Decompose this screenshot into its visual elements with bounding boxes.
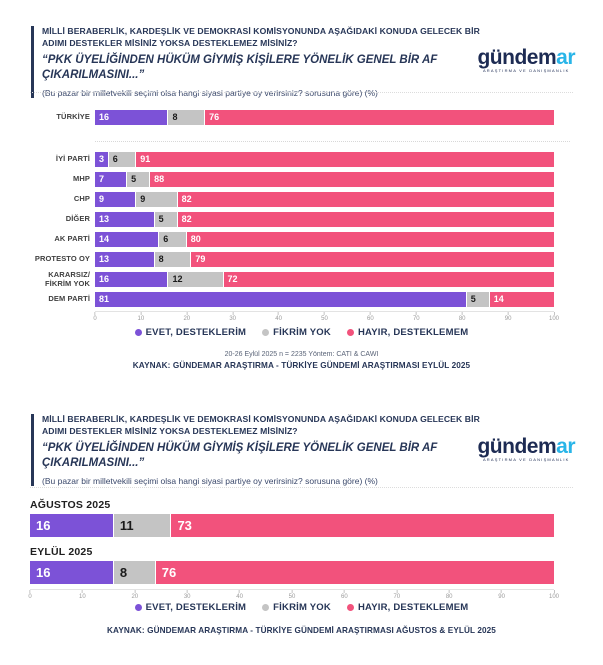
legend-label: FİKRİM YOK	[273, 602, 331, 613]
legend	[0, 602, 603, 613]
tick-label: 80	[458, 316, 466, 322]
bar-rows	[30, 499, 554, 593]
bar-segment-yes	[95, 232, 159, 247]
value-label: 82	[181, 214, 192, 224]
legend	[0, 327, 603, 338]
bar-segment-yes	[95, 110, 168, 125]
value-label: 8	[172, 112, 178, 122]
tick-mark	[553, 590, 554, 593]
chart-subtitle: “PKK ÜYELİĞİNDEN HÜKÜM GİYMİŞ KİŞİLERE YÖNELİK GENEL BİR AF ÇIKARILMASINI...”	[42, 54, 438, 81]
category-label: PROTESTO OY	[34, 254, 90, 264]
gundemar-logo	[477, 436, 575, 462]
bar-segment-yes	[95, 272, 168, 287]
legend-dot-icon	[135, 329, 142, 336]
tick-label: 60	[367, 316, 374, 322]
logo-tagline: ARAŞTIRMA VE DANIŞMANLIK	[482, 457, 570, 462]
tick-label: 80	[445, 594, 453, 600]
stacked-bar	[95, 192, 554, 207]
bar-segment-no	[187, 232, 554, 247]
tick-mark	[239, 590, 240, 593]
tick-label: 90	[504, 316, 512, 322]
bar-segment-yes	[30, 514, 114, 537]
value-label: 16	[36, 565, 51, 580]
tick-label: 60	[341, 594, 348, 600]
bar-segment-no	[191, 252, 554, 267]
tick-label: 100	[548, 594, 560, 600]
tick-mark	[416, 312, 417, 315]
axis-tick	[549, 590, 559, 600]
value-label: 8	[158, 254, 164, 264]
stacked-bar	[95, 172, 554, 187]
tick-label: 10	[137, 316, 145, 322]
bar-segment-neutral	[159, 232, 187, 247]
axis-tick	[28, 590, 31, 600]
value-label: 5	[470, 294, 476, 304]
stacked-bar	[95, 292, 554, 307]
bar-segment-neutral	[155, 252, 192, 267]
tick-mark	[232, 312, 233, 315]
header-divider	[30, 92, 573, 93]
value-label: 73	[177, 518, 192, 533]
logo-wordmark	[477, 436, 575, 457]
tick-mark	[324, 312, 325, 315]
category-label: KARARSIZ/ FİKRİM YOK	[44, 269, 90, 288]
tick-mark	[186, 312, 187, 315]
bar-segment-yes	[95, 252, 155, 267]
tick-label: 0	[93, 316, 97, 322]
logo-accent: ar	[556, 46, 575, 69]
bar-segment-neutral	[155, 212, 178, 227]
source-line: KAYNAK: GÜNDEMAR ARAŞTIRMA - TÜRKİYE GÜNDEMİ ARAŞTIRMASI AĞUSTOS & EYLÜL 2025	[107, 626, 496, 635]
row-separator	[30, 130, 554, 152]
tick-label: 10	[79, 594, 86, 600]
axis-tick	[236, 590, 243, 600]
bar-segment-neutral	[467, 292, 490, 307]
header-divider	[30, 487, 573, 488]
chart2-header	[31, 414, 487, 486]
axis-tick	[446, 590, 453, 600]
bar-segment-yes	[95, 212, 155, 227]
tick-label: 40	[236, 594, 243, 600]
stacked-bar	[95, 212, 554, 227]
bar-segment-no	[178, 192, 554, 207]
methodology-note: 20-26 Eylül 2025 n = 2235 Yöntem: CATI & CAWI	[224, 351, 379, 358]
value-label: 7	[99, 174, 105, 184]
value-label: 13	[99, 254, 110, 264]
chart-note: (Bu pazar bir milletvekili seçimi olsa hangi siyasi partiye oy verirsiniz? sorusuna göre) (%)	[42, 87, 378, 98]
axis-tick	[289, 590, 296, 600]
x-axis	[93, 311, 560, 324]
category-label: EYLÜL 2025	[30, 546, 93, 558]
bar-row	[30, 212, 554, 227]
value-label: 81	[99, 294, 110, 304]
legend-label: FİKRİM YOK	[273, 327, 331, 338]
value-label: 80	[190, 234, 201, 244]
tick-mark	[501, 590, 502, 593]
stacked-bar	[30, 561, 554, 584]
axis-tick	[341, 590, 348, 600]
axis-tick	[131, 590, 138, 600]
bar-segment-neutral	[168, 272, 223, 287]
bar-row	[30, 292, 554, 307]
bar-row	[30, 269, 554, 288]
stacked-bar	[30, 514, 554, 537]
tick-label: 40	[275, 316, 282, 322]
legend-item	[347, 327, 468, 338]
category-label: CHP	[73, 194, 90, 204]
value-label: 91	[140, 154, 151, 164]
bar-segment-no	[150, 172, 554, 187]
bar-segment-neutral	[109, 152, 137, 167]
axis-tick	[275, 312, 282, 322]
bar-segment-neutral	[127, 172, 150, 187]
legend-label: HAYIR, DESTEKLEMEM	[357, 602, 469, 613]
axis-tick	[229, 312, 236, 322]
legend-dot-icon	[347, 604, 354, 611]
stacked-bar	[95, 232, 554, 247]
bar-row	[30, 192, 554, 207]
tick-label: 100	[548, 316, 560, 322]
bar-segment-no	[136, 152, 554, 167]
gundemar-logo	[477, 47, 575, 73]
tick-label: 70	[393, 594, 401, 600]
value-label: 88	[154, 174, 165, 184]
tick-label: 90	[498, 594, 505, 600]
legend-item	[262, 602, 331, 613]
value-label: 3	[99, 154, 105, 164]
bar-segment-yes	[95, 172, 127, 187]
tick-mark	[508, 312, 509, 315]
value-label: 6	[112, 154, 118, 164]
value-label: 13	[99, 214, 110, 224]
axis-tick	[498, 590, 505, 600]
bar-rows	[30, 110, 554, 312]
tick-mark	[344, 590, 345, 593]
category-label: AK PARTİ	[54, 234, 90, 244]
logo-tagline: ARAŞTIRMA VE DANIŞMANLIK	[482, 68, 570, 73]
tick-label: 70	[412, 316, 420, 322]
tick-mark	[95, 312, 96, 315]
legend-dot-icon	[262, 604, 269, 611]
logo-accent: ar	[556, 435, 575, 458]
category-label: İYİ PARTİ	[55, 154, 90, 164]
value-label: 16	[99, 274, 110, 284]
value-label: 8	[119, 565, 128, 580]
stacked-bar	[95, 152, 554, 167]
source-line: KAYNAK: GÜNDEMAR ARAŞTIRMA - TÜRKİYE GÜNDEMİ ARAŞTIRMASI EYLÜL 2025	[132, 361, 471, 370]
axis-tick	[79, 590, 86, 600]
value-label: 6	[163, 234, 169, 244]
tick-mark	[370, 312, 371, 315]
stacked-bar	[95, 110, 554, 125]
stacked-bar	[95, 252, 554, 267]
axis-tick	[459, 312, 466, 322]
legend-dot-icon	[262, 329, 269, 336]
bar-segment-neutral	[114, 514, 172, 537]
bar-segment-no	[178, 212, 554, 227]
legend-item	[135, 327, 247, 338]
bar-row	[30, 172, 554, 187]
axis-tick	[183, 312, 190, 322]
tick-mark	[396, 590, 397, 593]
value-label: 79	[195, 254, 206, 264]
axis-tick	[138, 312, 145, 322]
value-label: 14	[493, 294, 504, 304]
bar-row	[30, 152, 554, 167]
legend-dot-icon	[347, 329, 354, 336]
legend-item	[347, 602, 468, 613]
axis-tick	[367, 312, 374, 322]
axis-tick	[93, 312, 96, 322]
tick-label: 0	[28, 594, 32, 600]
chart-title: MİLLİ BERABERLİK, KARDEŞLİK VE DEMOKRASİ KOMİSYONUNDA AŞAĞIDAKİ KONUDA GELECEK BİR ADIMI DESTEKLER MİSİNİZ YOKSA DESTEKLEMEZ MİSİNİZ?	[42, 414, 480, 436]
bar-segment-no	[205, 110, 554, 125]
tick-mark	[292, 590, 293, 593]
axis-tick	[505, 312, 512, 322]
category-label: MHP	[73, 174, 90, 184]
tick-mark	[30, 590, 31, 593]
bar-segment-yes	[30, 561, 114, 584]
tick-mark	[82, 590, 83, 593]
category-label: TÜRKİYE	[56, 112, 90, 122]
bar-row	[30, 110, 554, 125]
bar-segment-no	[171, 514, 554, 537]
bar-segment-neutral	[136, 192, 177, 207]
legend-label: HAYIR, DESTEKLEMEM	[357, 327, 469, 338]
tick-label: 20	[131, 594, 139, 600]
legend-item	[262, 327, 331, 338]
axis-tick	[321, 312, 328, 322]
value-label: 12	[172, 274, 183, 284]
value-label: 14	[99, 234, 110, 244]
bar-segment-yes	[95, 152, 109, 167]
value-label: 5	[158, 214, 164, 224]
bar-segment-neutral	[114, 561, 156, 584]
tick-mark	[187, 590, 188, 593]
stacked-bar	[95, 272, 554, 287]
category-label: DEM PARTİ	[48, 294, 90, 304]
chart1-header	[31, 26, 487, 98]
value-label: 5	[131, 174, 137, 184]
bar-row	[30, 252, 554, 267]
chart-subtitle: “PKK ÜYELİĞİNDEN HÜKÜM GİYMİŞ KİŞİLERE YÖNELİK GENEL BİR AF ÇIKARILMASINI...”	[42, 442, 438, 469]
tick-mark	[140, 312, 141, 315]
bar-segment-yes	[95, 292, 467, 307]
legend-label: EVET, DESTEKLERİM	[145, 327, 247, 338]
tick-label: 20	[183, 316, 191, 322]
value-label: 76	[209, 112, 220, 122]
tick-mark	[449, 590, 450, 593]
legend-dot-icon	[135, 604, 142, 611]
legend-item	[135, 602, 247, 613]
tick-mark	[462, 312, 463, 315]
tick-mark	[278, 312, 279, 315]
tick-mark	[134, 590, 135, 593]
value-label: 9	[99, 194, 105, 204]
value-label: 9	[140, 194, 146, 204]
bar-segment-neutral	[168, 110, 205, 125]
chart-note: (Bu pazar bir milletvekili seçimi olsa hangi siyasi partiye oy verirsiniz? sorusuna göre) (%)	[42, 475, 378, 486]
axis-tick	[413, 312, 420, 322]
tick-label: 50	[321, 316, 328, 322]
value-label: 16	[99, 112, 110, 122]
bar-row	[30, 546, 554, 584]
axis-tick	[393, 590, 400, 600]
value-label: 82	[181, 194, 192, 204]
tick-label: 30	[229, 316, 237, 322]
bar-row	[30, 232, 554, 247]
bar-segment-no	[156, 561, 554, 584]
tick-mark	[553, 312, 554, 315]
category-label: AĞUSTOS 2025	[30, 499, 111, 511]
bar-row	[30, 499, 554, 537]
logo-main: gündem	[477, 46, 557, 69]
bar-segment-no	[490, 292, 554, 307]
x-axis	[28, 589, 560, 602]
bar-segment-yes	[95, 192, 136, 207]
category-label: DİĞER	[65, 214, 90, 224]
logo-main: gündem	[477, 435, 557, 458]
axis-tick	[549, 312, 559, 322]
value-label: 72	[227, 274, 238, 284]
logo-wordmark	[477, 47, 575, 68]
tick-label: 30	[183, 594, 191, 600]
value-label: 76	[161, 565, 177, 580]
tick-label: 50	[288, 594, 296, 600]
chart-title: MİLLİ BERABERLİK, KARDEŞLİK VE DEMOKRASİ KOMİSYONUNDA AŞAĞIDAKİ KONUDA GELECEK BİR ADIMI DESTEKLER MİSİNİZ YOKSA DESTEKLEMEZ MİSİNİZ?	[42, 26, 480, 48]
value-label: 16	[36, 518, 51, 533]
bar-segment-no	[224, 272, 554, 287]
value-label: 11	[119, 518, 134, 533]
legend-label: EVET, DESTEKLERİM	[145, 602, 247, 613]
axis-tick	[184, 590, 191, 600]
